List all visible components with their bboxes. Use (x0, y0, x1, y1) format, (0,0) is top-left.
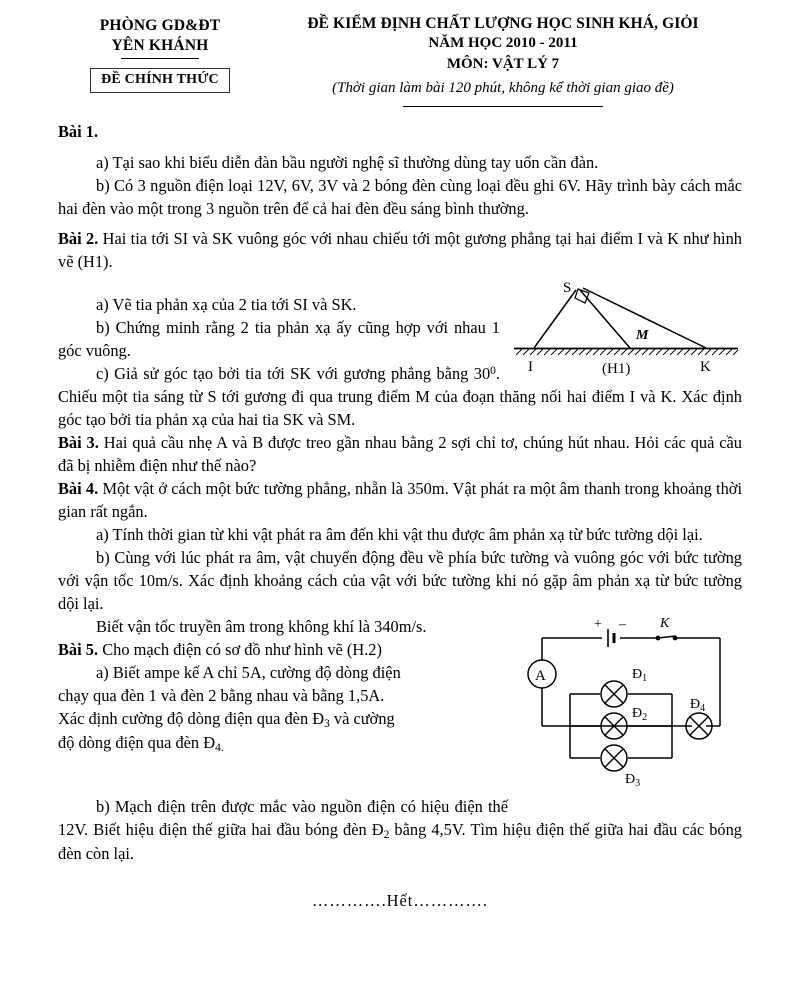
official-exam-badge: ĐỀ CHÍNH THỨC (90, 68, 230, 93)
problem-1-part-a: a) Tại sao khi biểu diễn đàn bầu người nghệ sĩ thường dùng tay uốn cần đàn. (96, 153, 599, 173)
lamp-1-label: $Đ_1$ (632, 666, 648, 684)
department-line-1: PHÒNG GD&ĐT (99, 17, 221, 34)
header-right-block (260, 14, 740, 107)
figure-h2-circuit-diagram (520, 616, 742, 794)
problem-5-heading: Bài 5. (58, 639, 99, 659)
problem-3 (58, 432, 742, 478)
problem-2-stem-text: Hai tia tới SI và SK vuông góc với nhau chiếu tới một gương phẳng tại hai điểm I và K như hình vẽ (H1). (58, 229, 742, 272)
exam-duration-note: (Thời gian làm bài 120 phút, không kể thời gian giao đề) (332, 80, 674, 97)
problem-3-heading: Bài 3. (58, 433, 99, 453)
lamp-2-label: $Đ_2$ (632, 705, 648, 723)
problem-5-stem-text: Cho mạch điện có sơ đồ như hình vẽ (H.2) (102, 639, 382, 659)
ray-s-to-i (534, 290, 576, 348)
h1-caption: (H1) (602, 361, 631, 378)
problem-5-a-l3-t2: và cường (329, 708, 395, 728)
battery-icon (608, 629, 614, 647)
problem-5-b-sub: 2 (383, 828, 390, 841)
problem-2-part-c-text2: . Chiếu một tia sáng từ S tới gương đi qua trung điểm M của đoạn thăng nối hai điểm I và K. Xác định góc tạo bởi tia phản xạ của hai tia SK và SM. (58, 364, 742, 430)
problem-5-part-b (58, 796, 742, 866)
mirror-hatching (516, 349, 738, 355)
ammeter-label: A (535, 667, 546, 684)
problem-5-b-t2: bằng 4,5V. Tìm hiệu điện thế giữa hai đầu các bóng đèn còn lại. (58, 819, 742, 863)
h1-rays (534, 288, 706, 348)
problem-4-part-a: a) Tính thời gian từ khi vật phát ra âm đến khi vật thu được âm phản xạ từ bức tường dội lại. (96, 525, 703, 545)
problem-2-degree-sup: 0 (490, 365, 496, 378)
problem-5-part-a-line-1: a) Biết ampe kế A chỉ 5A, cường độ dòng điện (96, 662, 401, 682)
exam-content (0, 121, 800, 912)
problem-5-part-a-line-2: chạy qua đèn 1 và đèn 2 bằng nhau và bằng 1,5A. (58, 685, 385, 705)
switch-label-k: K (660, 615, 670, 631)
header-bottom-rule (403, 106, 603, 107)
problem-1-heading: Bài 1. (58, 122, 99, 142)
h1-label-m: M (636, 328, 649, 344)
problem-5-a-l4-sub: 4. (215, 741, 224, 754)
problem-5-a-l3-t1: Xác định cường độ dòng điện qua đèn Đ (58, 708, 325, 728)
problem-4-part-b: b) Cùng với lúc phát ra âm, vật chuyển động đều về phía bức tường và vuông góc với bức tường với vận tốc 10m/s. Xác định khoảng cách của vật với bức tường khi nó gặp âm phản xạ từ bức tường dội lại. (58, 548, 742, 613)
problem-4-note: Biết vận tốc truyền âm trong không khí là 340m/s. (96, 616, 427, 636)
switch-icon (656, 636, 678, 641)
problem-2-part-a: a) Vẽ tia phản xạ của 2 tia tới SI và SK. (96, 295, 357, 315)
problem-4-stem (58, 478, 742, 524)
figure-h2-svg (520, 616, 742, 794)
figure-h1-svg (510, 276, 742, 380)
header-divider-rule (121, 58, 199, 60)
right-angle-marker-icon (575, 289, 589, 303)
problem-5-a-l4-t1: độ dòng điện qua đèn Đ (58, 732, 216, 752)
exam-title-line-2: NĂM HỌC 2010 - 2011 (428, 35, 578, 52)
document-header (0, 0, 800, 107)
problem-2-part-c-text1: c) Giả sử góc tạo bởi tia tới SK với gương phẳng bằng 30 (96, 364, 491, 384)
problem-1-label (58, 121, 742, 144)
lamp-3-icon (601, 745, 627, 771)
exam-title-line-3: MÔN: VẬT LÝ 7 (446, 55, 560, 72)
problem-4-stem-text: Một vật ở cách một bức tường phẳng, nhẵn là 350m. Vật phát ra một âm thanh trong khoảng thời gian rất ngắn. (58, 479, 743, 522)
lamp-3-label: $Đ_3$ (625, 771, 641, 789)
battery-minus-label: – (619, 616, 626, 632)
problem-5-a-l3-sub: 3 (324, 717, 330, 730)
department-line-2: YÊN KHÁNH (111, 36, 209, 54)
problem-2-heading: Bài 2. (58, 229, 99, 249)
h1-label-i: I (528, 359, 533, 376)
h1-label-s: S (563, 280, 572, 297)
figure-h1-mirror-diagram (510, 276, 742, 380)
header-left-block (60, 14, 260, 93)
exam-title-line-1: ĐỀ KIỂM ĐỊNH CHẤT LƯỢNG HỌC SINH KHÁ, GIỎI (307, 15, 699, 32)
h1-label-k: K (700, 359, 711, 376)
problem-2-stem (58, 228, 742, 274)
lamp-4-label: $Đ_4$ (690, 696, 706, 714)
problem-4-heading: Bài 4. (58, 479, 99, 499)
problem-2-part-b: b) Chứng minh rằng 2 tia phản xạ ấy cũng hợp với nhau 1 góc vuông. (58, 318, 500, 361)
lamp-1-icon (601, 681, 627, 707)
problem-3-text: Hai quả cầu nhẹ A và B được treo gần nhau bằng 2 sợi chỉ tơ, chúng hút nhau. Hỏi các quả cầu đã bị nhiễm điện như thế nào? (58, 433, 742, 476)
end-of-exam-marker: ………….Hết…………. (312, 890, 488, 910)
problem-5-b-t1: b) Mạch điện trên được mắc vào nguồn điện có hiệu điện thế 12V. Biết hiệu điện thế giữa hai đầu bóng đèn Đ (58, 796, 508, 839)
problem-1-part-b: b) Có 3 nguồn điện loại 12V, 6V, 3V và 2 bóng đèn cùng loại đều ghi 6V. Hãy trình bày cách mắc hai đèn vào một trong 3 nguồn trên để cả hai đèn đều sáng bình thường. (58, 176, 742, 219)
battery-plus-label: + (594, 616, 602, 632)
